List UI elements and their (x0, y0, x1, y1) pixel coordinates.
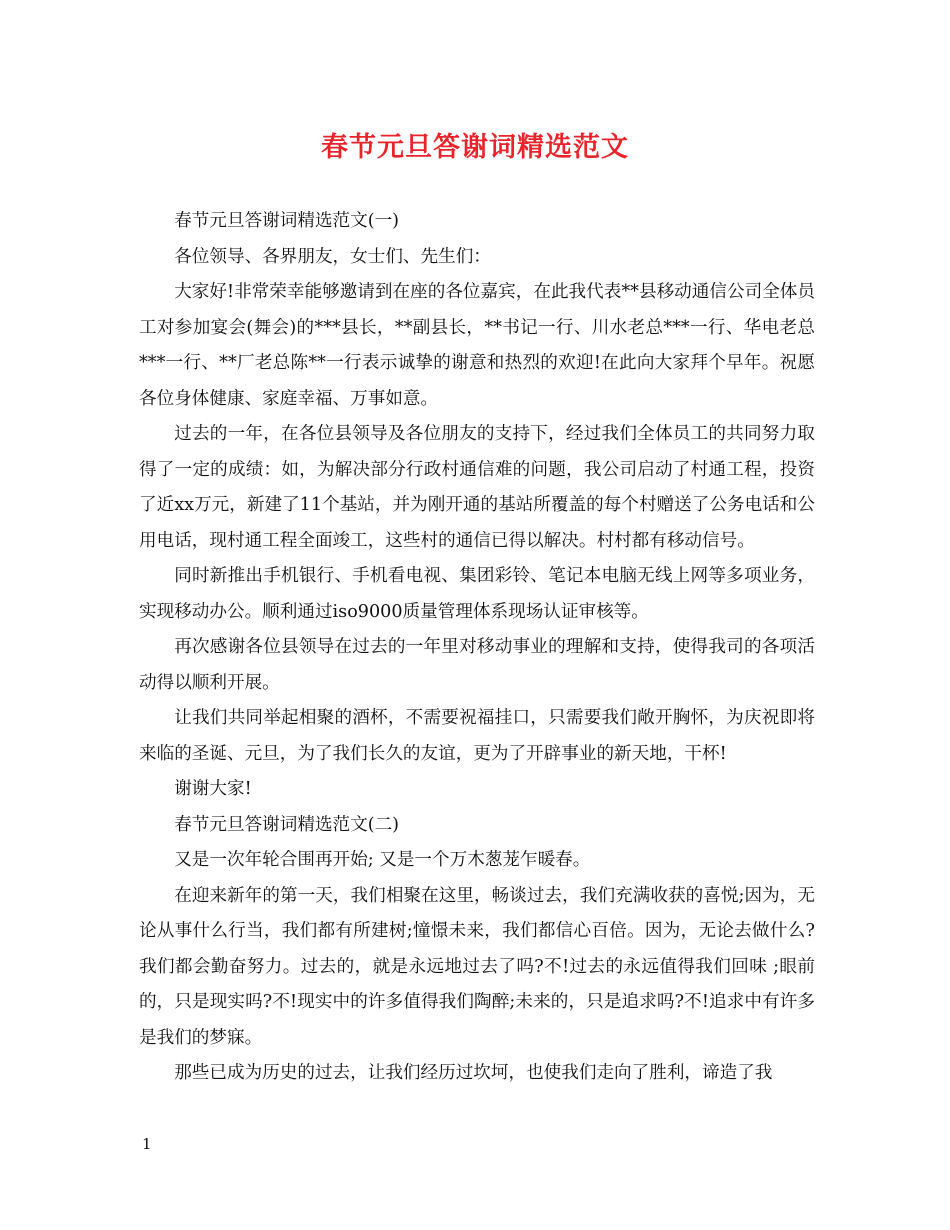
page-number: 1 (142, 1135, 152, 1153)
paragraph: 那些已成为历史的过去，让我们经历过坎坷，也使我们走向了胜利，谛造了我 (174, 1063, 773, 1083)
paragraph: 春节元旦答谢词精选范文(二) (174, 814, 400, 835)
paragraph: 谢谢大家! (174, 779, 252, 799)
paragraph: 又是一次年轮合围再开始; 又是一个万木葱茏乍暖春。 (174, 850, 591, 870)
paragraph: 在迎来新年的第一天，我们相聚在这里，畅谈过去，我们充满收获的喜悦;因为，无论从事什么行当，我们都有所建树;憧憬未来，我们都信心百倍。因为，无论去做什么?我们都会勤奋努力。过去的，就是永远地过去了吗?不!过去的永远值得我们回味 ;眼前的，只是现实吗?不!现实中的许多值得我们陶醉;未来的，只是追求吗?不!追求中有许多是我们的梦寐。 (139, 885, 815, 1048)
paragraph: 再次感谢各位县领导在过去的一年里对移动事业的理解和支持，使得我司的各项活动得以顺利开展。 (139, 637, 815, 693)
paragraph: 过去的一年，在各位县领导及各位朋友的支持下，经过我们全体员工的共同努力取得了一定的成绩：如，为解决部分行政村通信难的问题，我公司启动了村通工程，投资了近xx万元，新建了11个基站，并为刚开通的基站所覆盖的每个村赠送了公务电话和公用电话，现村通工程全面竣工，这些村的通信已得以解决。村村都有移动信号。 (139, 424, 815, 551)
paragraph: 大家好!非常荣幸能够邀请到在座的各位嘉宾，在此我代表**县移动通信公司全体员工对参加宴会(舞会)的***县长，**副县长，**书记一行、川水老总***一行、华电老总***一行、**厂老总陈**一行表示诚挚的谢意和热烈的欢迎!在此向大家拜个早年。祝愿各位身体健康、家庭幸福、万事如意。 (139, 282, 815, 409)
document-title: 春节元旦答谢词精选范文 (321, 132, 629, 163)
paragraph: 让我们共同举起相聚的酒杯，不需要祝福挂口，只需要我们敞开胸怀，为庆祝即将来临的圣诞、元旦，为了我们长久的友谊，更为了开辟事业的新天地，干杯! (139, 708, 815, 764)
paragraph: 各位领导、各界朋友，女士们、先生们： (174, 246, 491, 267)
paragraph: 同时新推出手机银行、手机看电视、集团彩铃、笔记本电脑无线上网等多项业务，实现移动办公。顺利通过iso9000质量管理体系现场认证审核等。 (139, 566, 815, 622)
document-body (139, 204, 815, 1092)
paragraph: 春节元旦答谢词精选范文(一) (174, 211, 400, 231)
